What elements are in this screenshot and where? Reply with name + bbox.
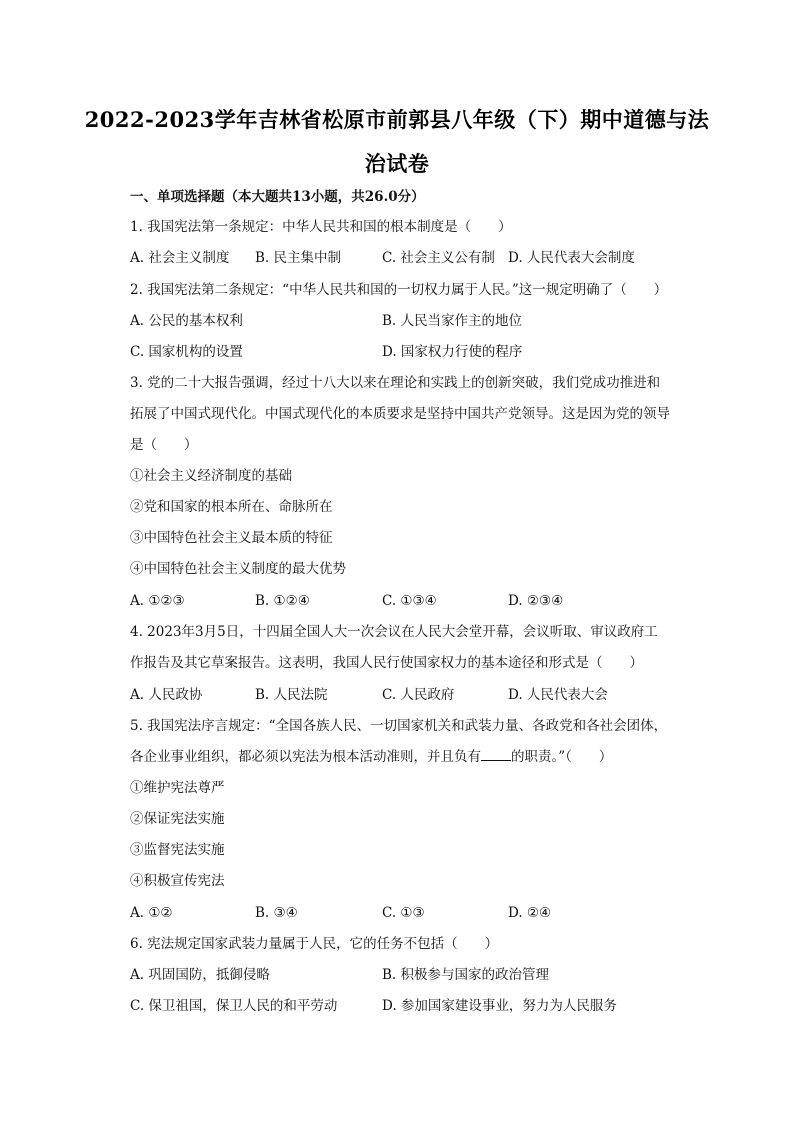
question-3-option-d: D. ②③④ [508,593,564,609]
question-4-stem-line1: 4. 2023年3月5日，十四届全国人大一次会议在人民大会堂开幕，会议听取、审议政府工 [130,624,658,640]
question-2-option-a: A. 公民的基本权利 [130,313,243,329]
question-3-statement-4: ④中国特色社会主义制度的最大优势 [130,561,346,577]
question-1-option-a: A. 社会主义制度 [130,250,230,266]
question-6-option-d: D. 参加国家建设事业，努力为人民服务 [382,998,617,1014]
question-5-stem-line2 [130,748,612,766]
question-3-option-b: B. ①②④ [255,593,310,609]
question-3-option-c: C. ①③④ [382,593,437,609]
question-6-option-a: A. 巩固国防，抵御侵略 [130,967,270,983]
question-4-option-a: A. 人民政协 [130,687,203,703]
question-3-statement-1: ①社会主义经济制度的基础 [130,468,292,484]
question-4-option-c: C. 人民政府 [382,687,455,703]
question-6-option-b: B. 积极参与国家的政治管理 [382,967,550,983]
question-3-stem-line3: 是（ ） [130,437,198,453]
question-1-option-d: D. 人民代表大会制度 [508,250,635,266]
question-2-option-b: B. 人民当家作主的地位 [382,313,523,329]
fill-in-blank [481,748,511,761]
question-2-option-d: D. 国家权力行使的程序 [382,344,523,360]
question-5-statement-1: ①维护宪法尊严 [130,780,225,796]
exam-title-line2: 治试卷 [364,151,430,176]
question-6-stem: 6. 宪法规定国家武装力量属于人民，它的任务不包括（ ） [130,936,499,952]
exam-title-line1: 2022-2023学年吉林省松原市前郭县八年级（下）期中道德与法 [84,107,710,132]
section-heading: 一、单项选择题（本大题共13小题，共26.0分） [130,189,425,205]
question-5-stem-text-a: 各企业事业组织，都必须以宪法为根本活动准则，并且负有 [130,749,481,765]
question-5-stem-text-b: 的职责。”（ ） [511,749,613,765]
question-3-statement-3: ③中国特色社会主义最本质的特征 [130,530,333,546]
question-5-option-a: A. ①② [130,905,173,921]
question-5-statement-3: ③监督宪法实施 [130,842,225,858]
question-2-option-c: C. 国家机构的设置 [130,344,243,360]
question-6-option-c: C. 保卫祖国，保卫人民的和平劳动 [130,998,338,1014]
question-1-stem: 1. 我国宪法第一条规定：中华人民共和国的根本制度是（ ） [130,219,512,235]
question-3-statement-2: ②党和国家的根本所在、命脉所在 [130,499,333,515]
question-5-option-d: D. ②④ [508,905,552,921]
question-4-option-b: B. 人民法院 [255,687,328,703]
question-5-option-c: C. ①③ [382,905,425,921]
question-5-stem-line1: 5. 我国宪法序言规定：“全国各族人民、一切国家机关和武装力量、各政党和各社会团体， [130,718,668,734]
question-1-option-b: B. 民主集中制 [255,250,342,266]
question-5-option-b: B. ③④ [255,905,298,921]
question-3-stem-line1: 3. 党的二十大报告强调，经过十八大以来在理论和实践上的创新突破，我们党成功推进和 [130,375,661,391]
question-3-stem-line2: 拓展了中国式现代化。中国式现代化的本质要求是坚持中国共产党领导。这是因为党的领导 [130,406,670,422]
question-5-statement-4: ④积极宣传宪法 [130,873,225,889]
question-4-stem-line2: 作报告及其它草案报告。这表明，我国人民行使国家权力的基本途径和形式是（ ） [130,655,643,671]
question-5-statement-2: ②保证宪法实施 [130,811,225,827]
question-3-option-a: A. ①②③ [130,593,185,609]
question-2-stem: 2. 我国宪法第二条规定：“中华人民共和国的一切权力属于人民。”这一规定明确了（ ） [130,282,668,298]
question-1-option-c: C. 社会主义公有制 [382,250,495,266]
question-4-option-d: D. 人民代表大会 [508,687,608,703]
